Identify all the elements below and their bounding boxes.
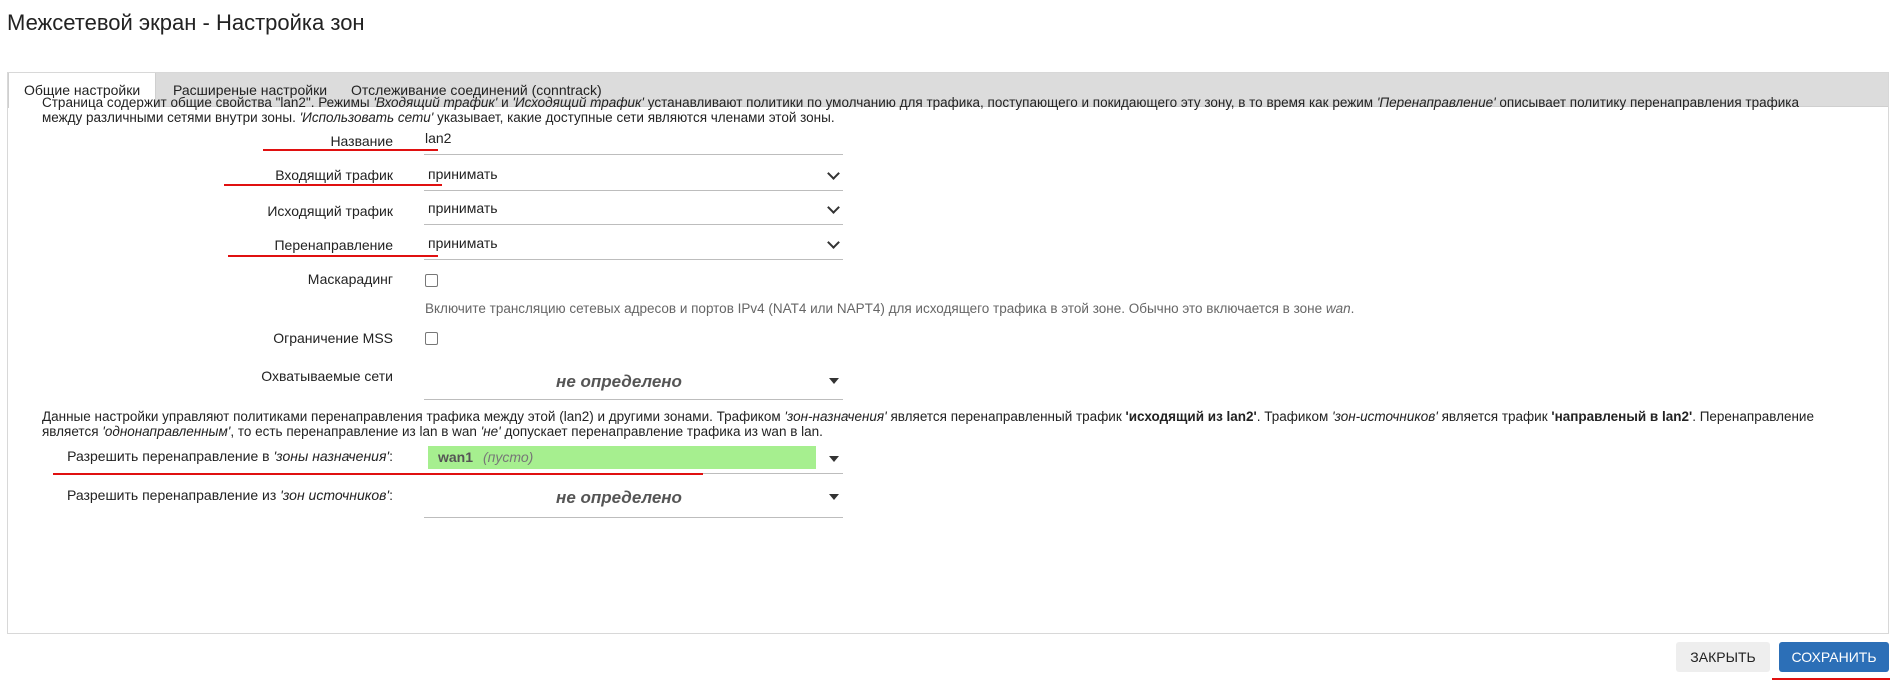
name-label: Название xyxy=(330,133,393,149)
tab-general-settings[interactable]: Общие настройки xyxy=(8,73,156,108)
zone-settings-panel xyxy=(7,72,1889,634)
masquerading-checkbox[interactable] xyxy=(425,274,438,287)
forward-to-dest-select[interactable] xyxy=(424,444,843,474)
forwarding-description: Данные настройки управляют политиками перенаправления трафика между этой (lan2) и другими зонами. Трафиком 'зон-назначения' является перенаправленный трафик 'исходящий из lan2'. Трафиком 'зон-источников' является трафик 'направленый в lan2'. Перенаправление является 'однонаправленным', то есть перенаправление из lan в wan 'не' допускает перенаправление трафика из wan в lan. xyxy=(42,409,1814,439)
chevron-down-icon xyxy=(827,167,840,180)
annotation-underline-forward-dest xyxy=(53,473,703,475)
masquerading-hint: Включите трансляцию сетевых адресов и портов IPv4 (NAT4 или NAPT4) для исходящего трафика в этой зоне. Обычно это включается в зоне wan. xyxy=(425,301,1355,316)
chevron-down-icon xyxy=(827,201,840,214)
covered-networks-select[interactable]: не определено xyxy=(424,366,843,400)
forward-policy-select[interactable]: принимать xyxy=(424,230,843,260)
covered-networks-label: Охватываемые сети xyxy=(261,368,393,384)
input-policy-label: Входящий трафик xyxy=(275,167,393,183)
zone-chip-wan1[interactable]: wan1 (пусто) xyxy=(428,446,816,469)
annotation-underline-forward xyxy=(228,255,438,257)
caret-down-icon xyxy=(829,456,839,462)
page-title: Межсетевой экран - Настройка зон xyxy=(7,10,365,35)
annotation-underline-input xyxy=(224,184,442,186)
name-input[interactable]: lan2 xyxy=(424,125,843,155)
mss-clamping-label: Ограничение MSS xyxy=(273,330,393,346)
forward-from-src-label: Разрешить перенаправление из 'зон источников': xyxy=(66,487,393,503)
caret-down-icon xyxy=(829,378,839,384)
forward-from-src-select[interactable]: не определено xyxy=(424,482,843,518)
mss-clamping-checkbox[interactable] xyxy=(425,332,438,345)
save-button[interactable]: СОХРАНИТЬ xyxy=(1779,642,1889,672)
chevron-down-icon xyxy=(827,236,840,249)
output-policy-select[interactable]: принимать xyxy=(424,195,843,225)
masquerading-label: Маскарадинг xyxy=(307,271,393,287)
close-button[interactable]: ЗАКРЫТЬ xyxy=(1676,642,1770,672)
forward-policy-label: Перенаправление xyxy=(274,237,393,253)
annotation-underline-save xyxy=(1772,678,1890,680)
general-description: Страница содержит общие свойства "lan2". Режимы 'Входящий трафик' и 'Исходящий трафик' устанавливают политики по умолчанию для трафика, поступающего и покидающего эту зону, в то время как режим 'Перенаправление' описывает политику перенаправления трафика между различными сетями внутри зоны. 'Использовать сети' указывает, какие доступные сети являются членами этой зоны. xyxy=(42,95,1799,125)
forward-to-dest-label: Разрешить перенаправление в 'зоны назначения': xyxy=(67,448,393,464)
tab-conntrack[interactable]: Отслеживание соединений (conntrack) xyxy=(351,82,602,98)
tab-advanced-settings[interactable]: Расширеные настройки xyxy=(173,82,328,98)
output-policy-label: Исходящий трафик xyxy=(267,203,393,219)
input-policy-select[interactable]: принимать xyxy=(424,161,843,191)
caret-down-icon xyxy=(829,494,839,500)
annotation-underline-name xyxy=(263,149,438,151)
